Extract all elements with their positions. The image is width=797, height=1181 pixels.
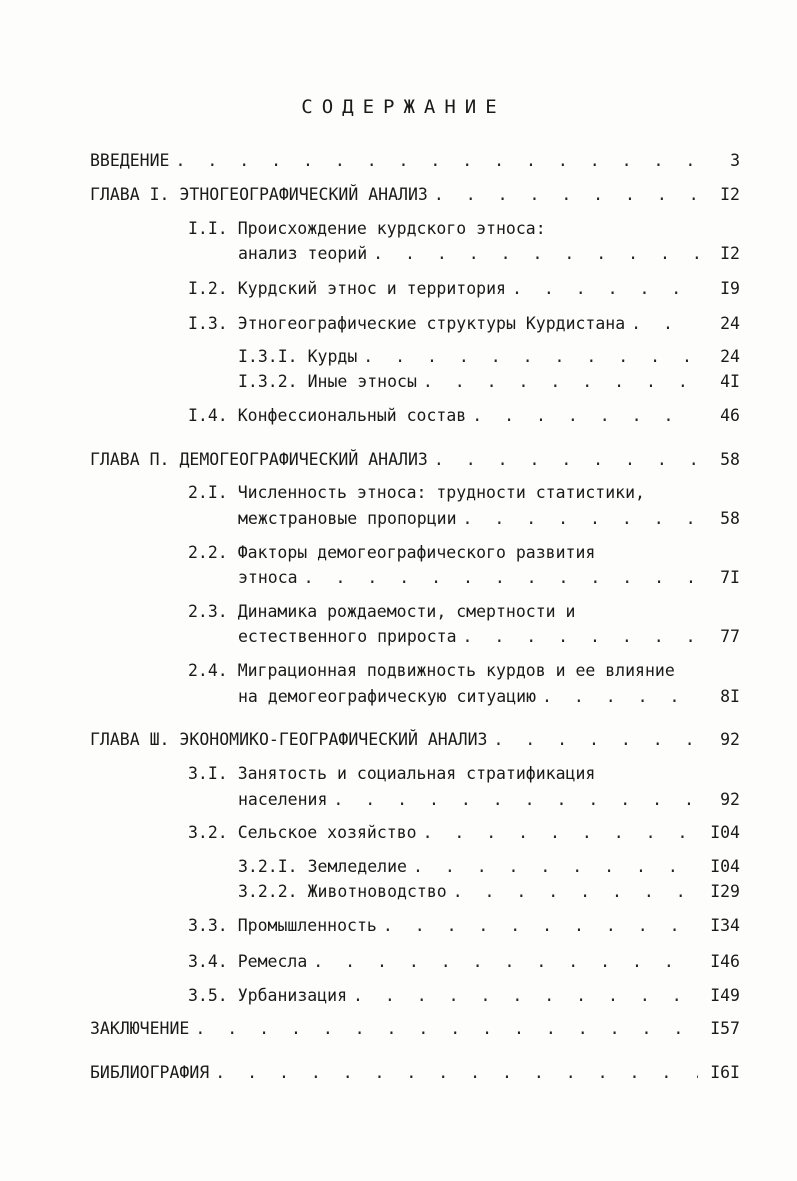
- toc-page-number: 24: [720, 347, 740, 366]
- dot-leader: [413, 856, 698, 878]
- toc-entry-3-1-line1: [188, 763, 595, 785]
- toc-page-number: 4I: [720, 372, 740, 391]
- toc-page-number: I6I: [710, 1063, 740, 1082]
- toc-entry-number: 3.2.2.: [238, 882, 298, 901]
- toc-entry-number: ГЛАВА I.: [90, 185, 170, 204]
- dot-leader: [333, 789, 698, 811]
- toc-entry-label: ВВЕДЕНИЕ: [90, 151, 170, 170]
- dot-leader: [542, 686, 698, 708]
- toc-entry-3-4[interactable]: [188, 951, 740, 973]
- dot-leader: [353, 985, 698, 1007]
- toc-entry-number: 3.3.: [188, 916, 228, 935]
- dot-leader: [383, 915, 698, 937]
- dot-leader: [175, 150, 698, 172]
- toc-entry-label: этноса: [238, 568, 298, 587]
- toc-entry-1-1[interactable]: [238, 243, 740, 265]
- toc-entry-label-line1: Численность этноса: трудности статистики,: [237, 483, 645, 502]
- toc-entry-label-line1: Происхождение курдского этноса:: [237, 219, 546, 238]
- toc-entry-number: I.3.I.: [238, 347, 298, 366]
- toc-entry-3-5[interactable]: [188, 985, 740, 1007]
- toc-entry-2-2[interactable]: [238, 567, 740, 589]
- toc-entry-label: населения: [238, 790, 328, 809]
- toc-entry-number: 3.5.: [188, 986, 228, 1005]
- toc-entry-number: 2.4.: [188, 661, 228, 680]
- toc-entry-number: I.4.: [188, 406, 228, 425]
- toc-page-number: I57: [710, 1019, 740, 1038]
- toc-entry-label: Курды: [307, 347, 358, 366]
- toc-entry-2-4-line1: [188, 660, 675, 682]
- toc-entry-label-line1: Миграционная подвижность курдов и ее влияние: [237, 661, 675, 680]
- dot-leader: [304, 567, 698, 589]
- toc-entry-label: естественного прироста: [238, 627, 457, 646]
- dot-leader: [512, 278, 698, 300]
- toc-page-number: 58: [720, 509, 740, 528]
- toc-page-number: 46: [720, 406, 740, 425]
- toc-entry-3-3[interactable]: [188, 915, 740, 937]
- dot-leader: [453, 881, 698, 903]
- dot-leader: [363, 346, 698, 368]
- toc-entry-3-2-2[interactable]: [238, 881, 740, 903]
- toc-entry-label: Ремесла: [237, 952, 308, 971]
- dot-leader: [463, 508, 698, 530]
- toc-page-number: 8I: [720, 687, 740, 706]
- toc-entry-label: Промышленность: [237, 916, 377, 935]
- dot-leader: [472, 405, 698, 427]
- toc-entry-label: ДЕМОГЕОГРАФИЧЕСКИЙ АНАЛИЗ: [179, 450, 428, 469]
- toc-entry-number: ГЛАВА Ш.: [90, 730, 170, 749]
- toc-page-number: I9: [720, 279, 740, 298]
- toc-entry-chapter-3[interactable]: [90, 729, 740, 751]
- toc-entry-2-1-line1: [188, 482, 645, 504]
- toc-entry-label: ЗАКЛЮЧЕНИЕ: [90, 1019, 190, 1038]
- toc-page-number: 77: [720, 627, 740, 646]
- toc-entry-1-3[interactable]: [188, 313, 740, 335]
- toc-entry-label: ЭТНОГЕОГРАФИЧЕСКИЙ АНАЛИЗ: [179, 185, 428, 204]
- toc-entry-number: 2.3.: [188, 602, 228, 621]
- toc-page-number: I2: [720, 244, 740, 263]
- toc-entry-label: ЭКОНОМИКО-ГЕОГРАФИЧЕСКИЙ АНАЛИЗ: [179, 730, 488, 749]
- toc-entry-conclusion[interactable]: [90, 1018, 740, 1040]
- toc-entry-label: Этногеографические структуры Курдистана: [237, 314, 626, 333]
- toc-page-number: I46: [710, 952, 740, 971]
- toc-entry-number: 3.I.: [188, 764, 228, 783]
- dot-leader: [463, 626, 698, 648]
- toc-entry-number: ГЛАВА П.: [90, 450, 170, 469]
- toc-page-number: 7I: [720, 568, 740, 587]
- toc-entry-label: на демогеографическую ситуацию: [238, 687, 537, 706]
- toc-entry-label: Животноводство: [307, 882, 447, 901]
- toc-page-number: I04: [710, 823, 740, 842]
- toc-entry-label: Сельское хозяйство: [237, 823, 417, 842]
- toc-entry-3-2-1[interactable]: [238, 856, 740, 878]
- toc-entry-number: I.2.: [188, 279, 228, 298]
- toc-entry-label: межстрановые пропорции: [238, 509, 457, 528]
- toc-entry-2-1[interactable]: [238, 508, 740, 530]
- dot-leader: [373, 243, 698, 265]
- toc-page-number: I34: [710, 916, 740, 935]
- toc-entry-2-2-line1: [188, 542, 595, 564]
- toc-entry-label: Урбанизация: [237, 986, 348, 1005]
- toc-entry-label: Конфессиональный состав: [237, 406, 467, 425]
- page-title: СОДЕРЖАНИЕ: [301, 96, 506, 118]
- toc-entry-1-2[interactable]: [188, 278, 740, 300]
- toc-entry-label: Курдский этнос и территория: [237, 279, 506, 298]
- toc-entry-number: I.3.: [188, 314, 228, 333]
- dot-leader: [434, 184, 698, 206]
- dot-leader: [195, 1018, 698, 1040]
- toc-entry-number: 3.4.: [188, 952, 228, 971]
- toc-entry-label: БИБЛИОГРАФИЯ: [90, 1063, 210, 1082]
- toc-entry-number: 2.2.: [188, 543, 228, 562]
- toc-entry-label: Земледелие: [307, 857, 407, 876]
- toc-entry-label-line1: Факторы демогеографического развития: [237, 543, 596, 562]
- dot-leader: [313, 951, 698, 973]
- toc-entry-bibliography[interactable]: [90, 1062, 740, 1084]
- toc-page-number: 92: [720, 790, 740, 809]
- dot-leader: [434, 449, 698, 471]
- toc-entry-label-line1: Занятость и социальная стратификация: [237, 764, 596, 783]
- dot-leader: [631, 313, 698, 335]
- toc-entry-3-1[interactable]: [238, 789, 740, 811]
- toc-entry-number: I.I.: [188, 219, 228, 238]
- toc-entry-chapter-1[interactable]: [90, 184, 740, 206]
- dot-leader: [423, 822, 698, 844]
- toc-entry-introduction[interactable]: [90, 150, 740, 172]
- toc-entry-number: I.3.2.: [238, 372, 298, 391]
- toc-entry-chapter-2[interactable]: [90, 449, 740, 471]
- toc-page-number: 24: [720, 314, 740, 333]
- dot-leader: [493, 729, 698, 751]
- toc-entry-1-3-1[interactable]: [238, 346, 740, 368]
- toc-page-number: I04: [710, 857, 740, 876]
- toc-entry-label: анализ теорий: [238, 244, 368, 263]
- toc-entry-3-2[interactable]: [188, 822, 740, 844]
- toc-entry-number: 3.2.I.: [238, 857, 298, 876]
- toc-entry-1-1-line1: [188, 218, 546, 240]
- toc-entry-2-3[interactable]: [238, 626, 740, 648]
- dot-leader: [215, 1062, 698, 1084]
- toc-entry-2-4[interactable]: [238, 686, 740, 708]
- toc-page-number: 3: [730, 151, 740, 170]
- toc-entry-number: 2.I.: [188, 483, 228, 502]
- toc-entry-label-line1: Динамика рождаемости, смертности и: [237, 602, 576, 621]
- toc-page-number: I29: [710, 882, 740, 901]
- dot-leader: [423, 371, 698, 393]
- toc-entry-1-4[interactable]: [188, 405, 740, 427]
- toc-page-number: 58: [720, 450, 740, 469]
- toc-page-number: 92: [720, 730, 740, 749]
- toc-entry-2-3-line1: [188, 601, 575, 623]
- toc-page-number: I49: [710, 986, 740, 1005]
- toc-page-number: I2: [720, 185, 740, 204]
- toc-entry-number: 3.2.: [188, 823, 228, 842]
- toc-entry-1-3-2[interactable]: [238, 371, 740, 393]
- toc-entry-label: Иные этносы: [307, 372, 417, 391]
